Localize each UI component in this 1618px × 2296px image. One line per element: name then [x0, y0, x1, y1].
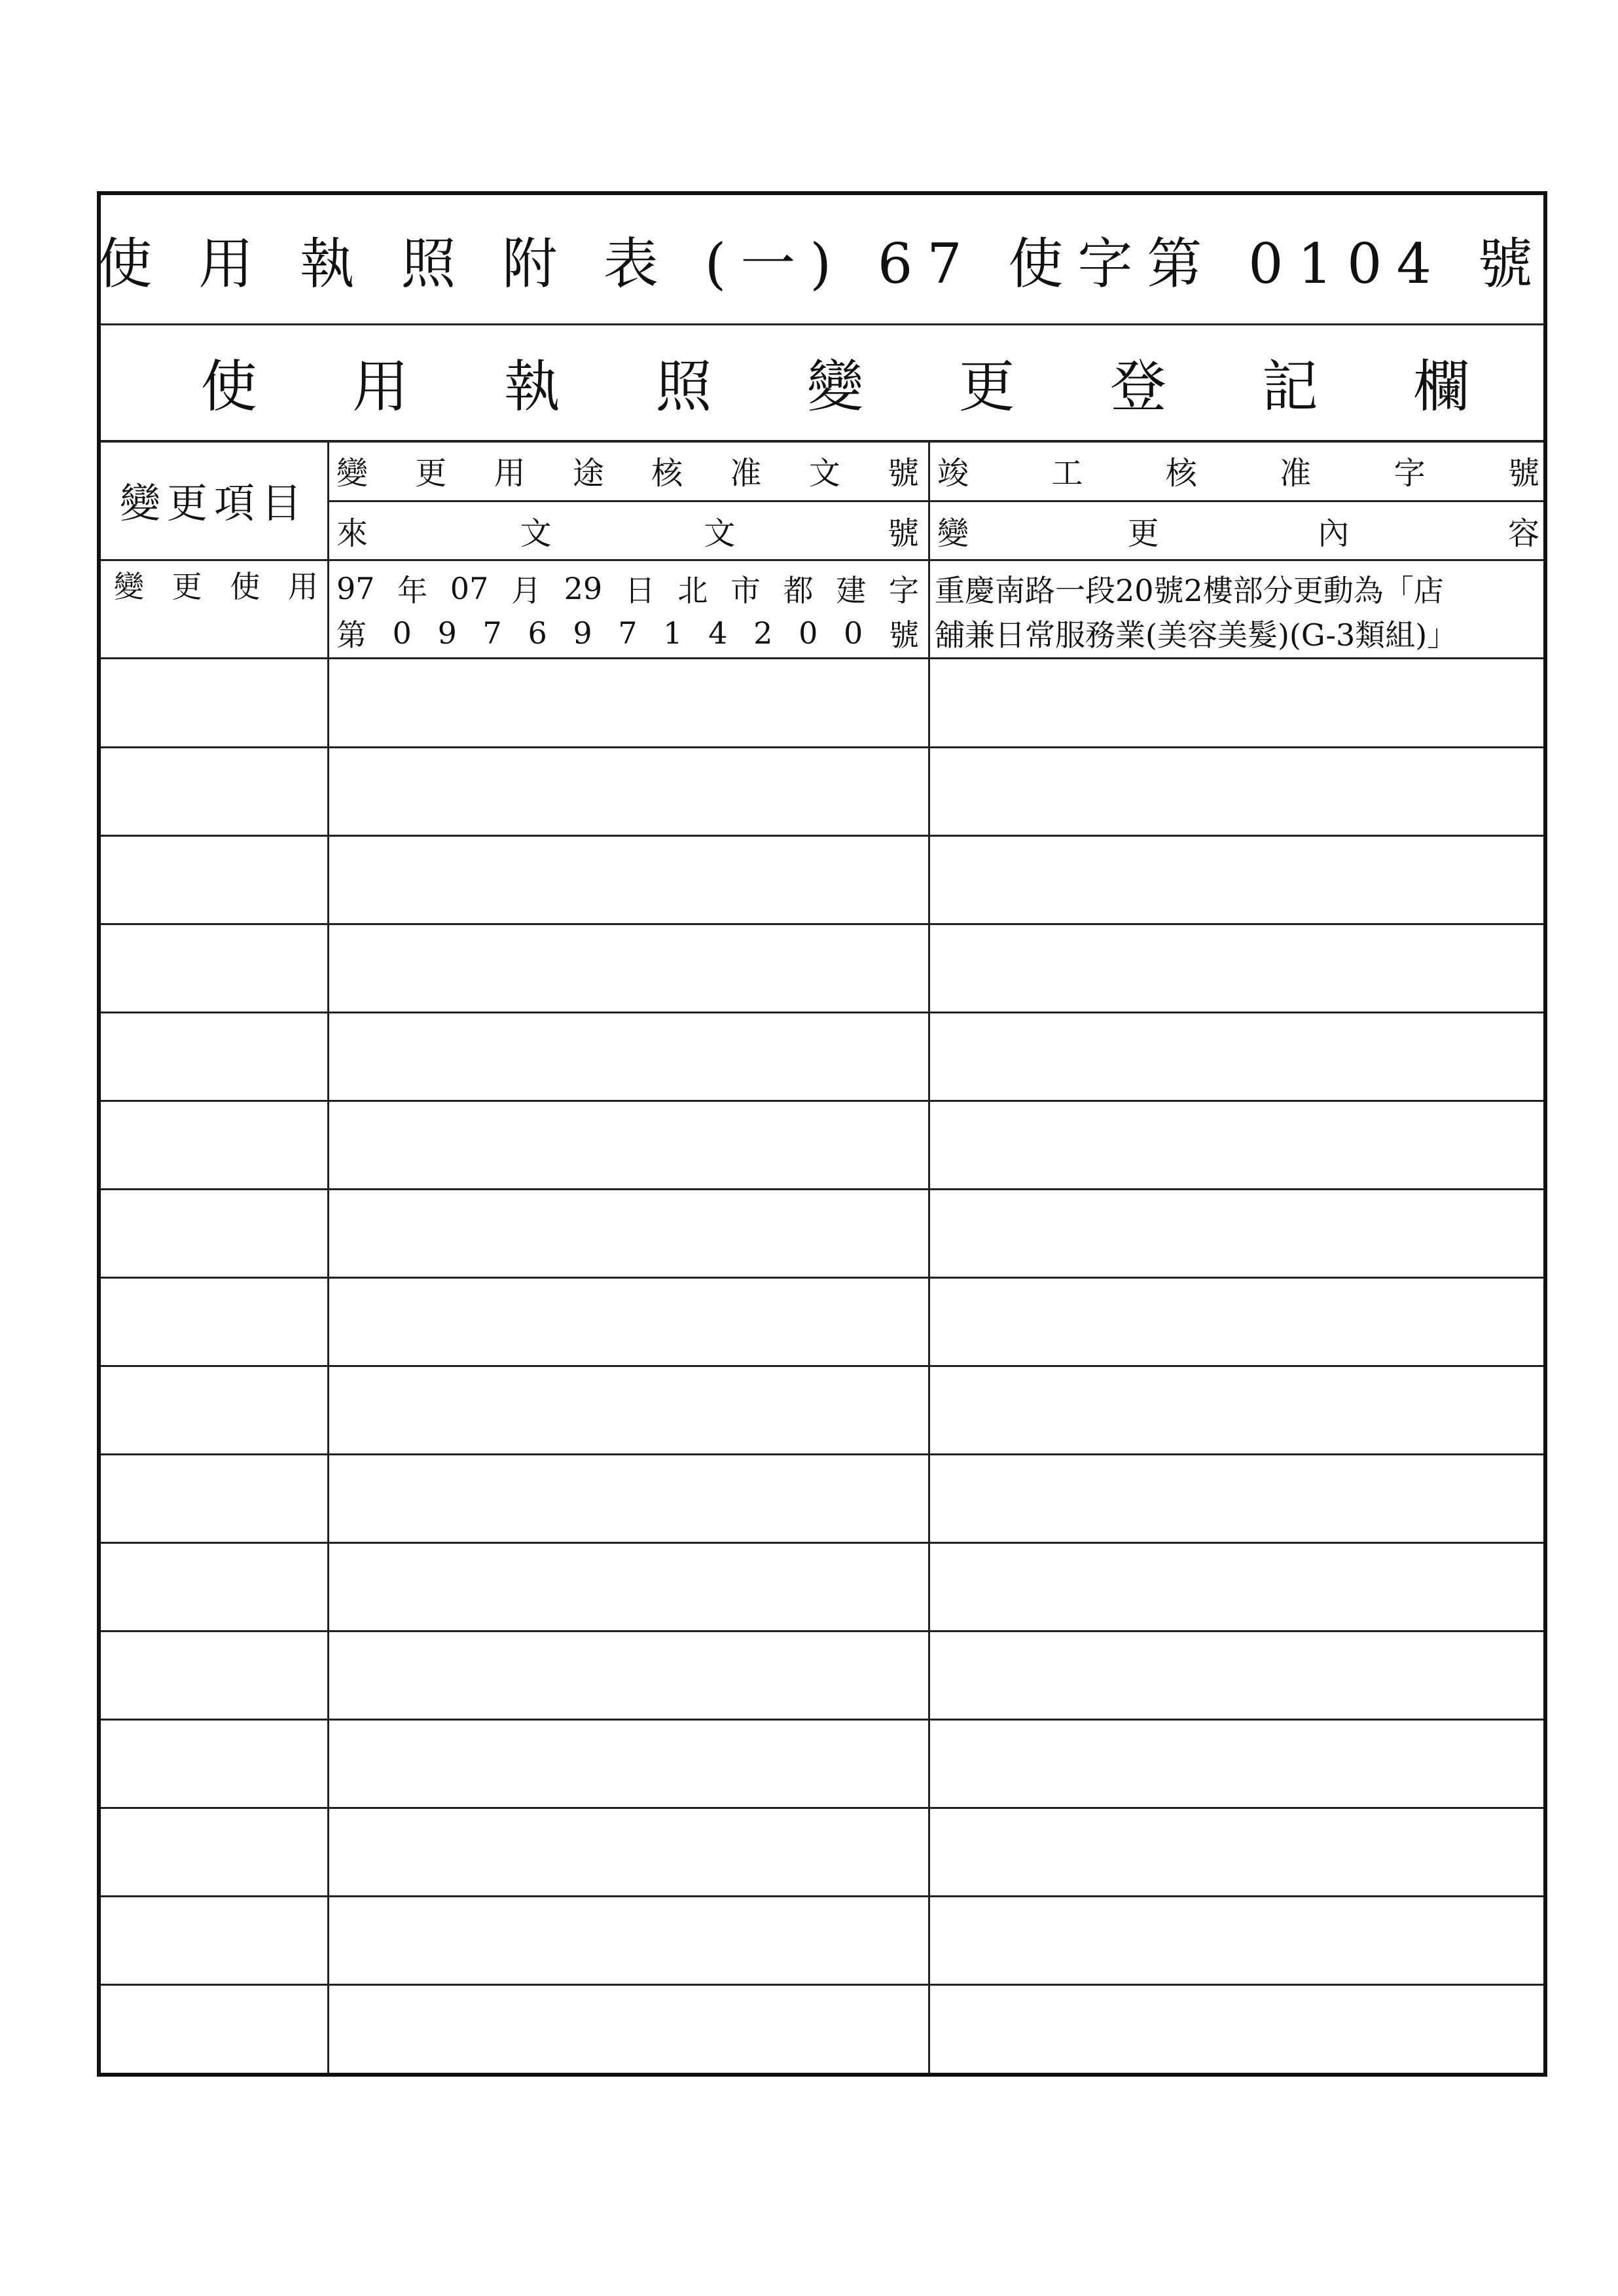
row-line [101, 1188, 1543, 1190]
record-doc-line2 [336, 611, 919, 655]
subtitle-char: 執 [503, 354, 560, 420]
doc-token: 29 [564, 571, 603, 606]
header-char: 更 [1127, 515, 1159, 552]
doc-token: 07 [450, 571, 489, 606]
form-title-row [97, 195, 1547, 325]
record-item [114, 563, 318, 606]
doc-token: 9 [437, 615, 457, 651]
doc-token: 月 [511, 573, 541, 608]
row-line [101, 1984, 1543, 1986]
column-divider [928, 440, 930, 2073]
doc-token: 年 [397, 573, 428, 608]
register-subtitle-row [101, 323, 1543, 443]
doc-token: 9 [573, 615, 592, 651]
subtitle-char: 欄 [1413, 354, 1470, 420]
doc-token: 7 [618, 615, 638, 651]
record-item-char: 更 [171, 569, 202, 604]
record-content-line1: 重慶南路一段20號2樓部分更動為「店 [935, 573, 1444, 608]
header-char: 工 [1051, 454, 1083, 492]
header-incoming-no [336, 501, 919, 559]
subtitle-char: 用 [352, 354, 409, 420]
subtitle-char: 更 [958, 354, 1015, 420]
usage-permit-change-register-form [97, 191, 1547, 2077]
doc-token: 建 [836, 573, 867, 608]
header-char: 變 [937, 515, 969, 552]
header-char: 字 [1393, 454, 1426, 492]
doc-token: 字 [888, 573, 919, 608]
row-line [101, 1365, 1543, 1367]
row-line [101, 1100, 1543, 1102]
header-char: 變 [336, 454, 369, 492]
form-title: 使 用 執 照 附 表 (一) 67 使字第 0104 號 [97, 231, 1547, 296]
header-char: 准 [1280, 454, 1312, 492]
row-line [101, 1719, 1543, 1721]
subtitle-char: 記 [1261, 354, 1318, 420]
header-change-item: 變更項目 [119, 479, 308, 527]
header-char: 用 [494, 454, 526, 492]
doc-token: 號 [888, 617, 919, 653]
header-char: 核 [1165, 454, 1197, 492]
header-char: 來 [336, 515, 369, 552]
header-char: 文 [520, 515, 552, 552]
row-line [101, 835, 1543, 837]
row-line [101, 657, 1543, 659]
header-char: 途 [572, 454, 604, 492]
row-line [101, 1542, 1543, 1544]
row-line [101, 746, 1543, 748]
doc-token: 都 [783, 573, 814, 608]
row-line [101, 1011, 1543, 1013]
subtitle-char: 使 [200, 354, 257, 420]
doc-token: 0 [844, 615, 863, 651]
subtitle-char: 登 [1110, 354, 1167, 420]
header-char: 號 [1507, 454, 1539, 492]
header-char: 號 [887, 454, 919, 492]
doc-token: 第 [336, 617, 367, 653]
doc-token: 4 [708, 615, 728, 651]
doc-token: 2 [753, 615, 773, 651]
doc-token: 0 [392, 615, 412, 651]
doc-token: 6 [528, 615, 547, 651]
record-doc-line1 [336, 567, 919, 610]
row-line [101, 1453, 1543, 1455]
header-char: 文 [808, 454, 840, 492]
header-completion-no [937, 440, 1539, 500]
header-char: 文 [704, 515, 736, 552]
header-char: 准 [730, 454, 762, 492]
row-line [101, 1630, 1543, 1632]
row-line [101, 1807, 1543, 1809]
row-line [101, 923, 1543, 925]
subtitle-char: 變 [807, 354, 864, 420]
doc-token: 北 [677, 573, 708, 608]
header-char: 更 [415, 454, 447, 492]
header-char: 竣 [937, 454, 969, 492]
header-char: 內 [1318, 515, 1350, 552]
record-item-char: 使 [230, 569, 261, 604]
row-line [101, 1277, 1543, 1279]
record-item-char: 用 [287, 569, 318, 604]
record-item-char: 變 [114, 569, 144, 604]
doc-token: 日 [624, 573, 655, 608]
doc-token: 0 [799, 615, 818, 651]
doc-token: 市 [730, 573, 761, 608]
doc-token: 7 [482, 615, 502, 651]
header-approval-no [336, 440, 919, 500]
header-char: 容 [1507, 515, 1539, 552]
record-content-line2: 舖兼日常服務業(美容美髮)(G-3類組)」 [935, 617, 1458, 653]
header-bottom-line [101, 559, 1543, 561]
subtitle-char: 照 [655, 354, 712, 420]
doc-token: 1 [663, 615, 683, 651]
header-char: 核 [651, 454, 683, 492]
row-line [101, 1895, 1543, 1897]
header-change-content [937, 501, 1539, 559]
doc-token: 97 [336, 571, 375, 606]
column-divider [327, 440, 329, 2073]
header-char: 號 [887, 515, 919, 552]
